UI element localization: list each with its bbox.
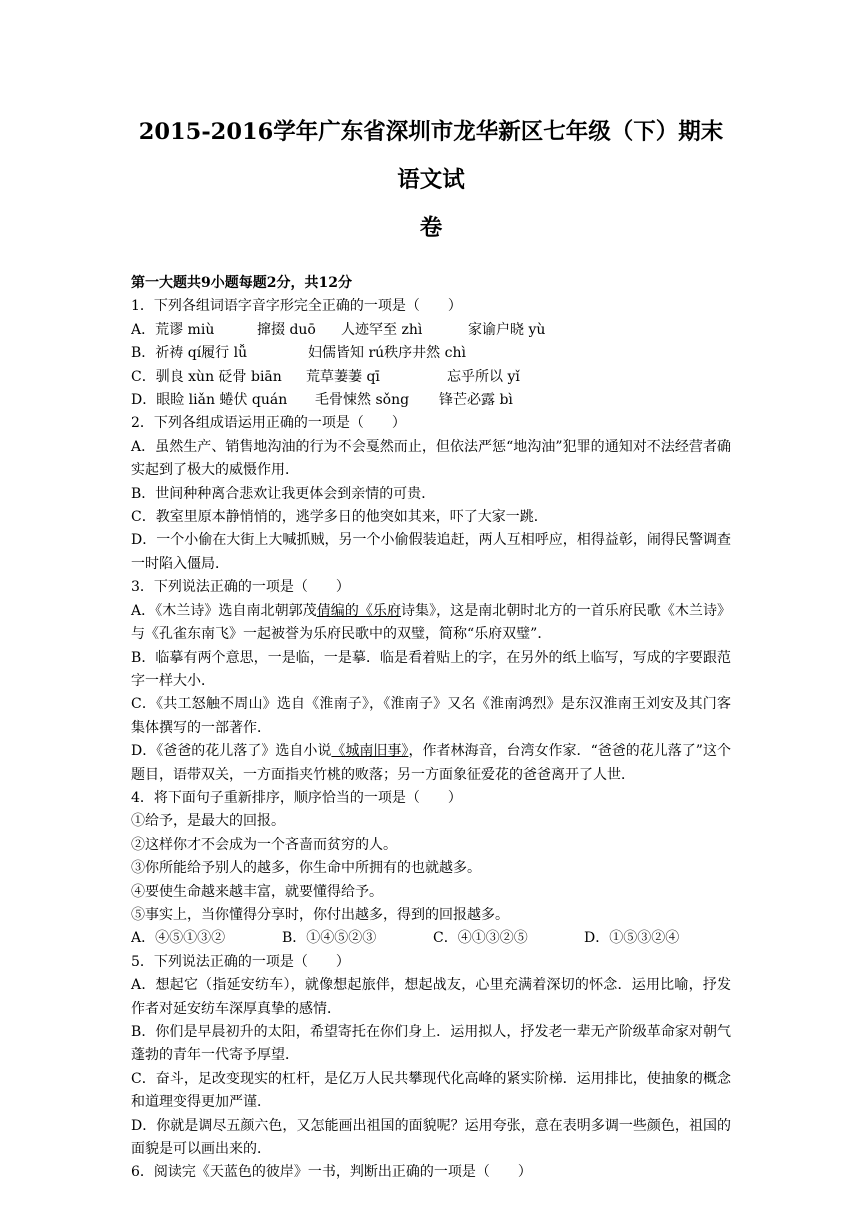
- question-1-stem: 1．下列各组词语字音字形完全正确的一项是（ ）: [131, 298, 462, 315]
- q1-a-part-1: A．荒谬 miù: [131, 321, 215, 338]
- question-1-option-d: [131, 389, 731, 412]
- question-4-sentence-4: ④要使生命越来越丰富，就要懂得给予。: [131, 883, 383, 900]
- q3-d-text-2: ，作者林海音，台湾女作家．“爸爸的花儿落了”这个题目，语带双关，一方面指夹竹桃的败落；另一方面象征爱花的爸爸离开了人世．: [131, 743, 731, 783]
- question-3-option-a: [131, 600, 731, 647]
- question-5-option-d: D．你就是调尽五颜六色，又怎能画出祖国的面貌呢？运用夸张，意在表明多调一些颜色，祖国的面貌是可以画出来的．: [131, 1117, 731, 1158]
- question-4-sentence-2: ②这样你才不会成为一个吝啬而贫穷的人。: [131, 836, 397, 853]
- exam-page: [131, 108, 731, 1185]
- q3-d-text-1: D．《爸爸的花儿落了》选自小说: [131, 743, 332, 760]
- question-1-option-a: [131, 319, 731, 342]
- question-2-option-d: D．一个小偷在大街上大喊抓贼，另一个小偷假装追赶，两人互相呼应，相得益彰，闹得民警调查一时陷入僵局．: [131, 532, 731, 572]
- q3-d-underlined: 《城南旧事》: [331, 743, 409, 760]
- question-6: [131, 1161, 731, 1184]
- q1-a-part-3: 人迹罕至 zhì: [341, 321, 423, 338]
- q1-b-part-1: B．祈祷 qí履行 lǚ: [131, 345, 248, 362]
- q4-option-c: C．④①③②⑤: [433, 930, 528, 947]
- q1-c-part-2: 荒草萋萋 qī: [306, 368, 380, 385]
- question-1-option-b: [131, 342, 731, 365]
- q3-a-text-2: 诗集》，这是南北朝时北方的一首乐府民歌《木兰诗》与《孔雀东南飞》一起被誉为乐府民歌中的双璧，简称“乐府双璧”．: [131, 602, 732, 643]
- question-5-option-b: B．你们是早晨初升的太阳，希望寄托在你们身上．运用拟人，抒发老一辈无产阶级革命家对朝气蓬勃的青年一代寄予厚望．: [131, 1024, 731, 1064]
- q1-d-part-3: 锋芒必露 bì: [439, 392, 513, 409]
- question-4-stem: 4．将下面句子重新排序，顺序恰当的一项是（ ）: [131, 789, 462, 806]
- title-line-1: 2015-2016学年广东省深圳市龙华新区七年级（下）期末语文试: [138, 119, 724, 193]
- question-4-sentence-5: ⑤事实上，当你懂得分享时，你付出越多，得到的回报越多。: [131, 906, 509, 923]
- question-3-option-b: B．临摹有两个意思，一是临，一是摹．临是看着贴上的字，在另外的纸上临写，写成的字要跟范字一样大小．: [131, 649, 731, 689]
- q4-option-a: A．④⑤①③②: [131, 930, 226, 947]
- q1-d-part-1: D．眼睑 liǎn 蜷伏 quán: [131, 392, 288, 409]
- q1-d-part-2: 毛骨悚然 sǒng: [315, 392, 410, 409]
- question-2-stem: 2．下列各组成语运用正确的一项是（ ）: [131, 415, 406, 432]
- q1-c-part-1: C．驯良 xùn 砭骨 biān: [131, 368, 282, 385]
- question-5: [131, 951, 731, 1162]
- question-1-option-c: [131, 366, 731, 389]
- question-2-option-c: C．教室里原本静悄悄的，逃学多日的他突如其来，吓了大家一跳．: [131, 509, 548, 526]
- q3-a-underlined: 倩编的《乐府: [316, 602, 401, 619]
- q3-a-text-1: A．《木兰诗》选自南北朝郭茂: [131, 602, 317, 619]
- question-5-option-a: A．想起它（指延安纺车），就像想起旅伴，想起战友，心里充满着深切的怀念．运用比喻，抒发作者对延安纺车深厚真挚的感情．: [131, 977, 731, 1017]
- q1-c-part-3: 忘乎所以 yǐ: [447, 368, 520, 385]
- question-6-stem: 6．阅读完《天蓝色的彼岸》一书，判断出正确的一项是（ ）: [131, 1164, 532, 1181]
- question-2: [131, 412, 731, 576]
- question-1: [131, 295, 731, 412]
- page-title: [131, 108, 731, 252]
- question-5-stem: 5．下列说法正确的一项是（ ）: [131, 953, 350, 970]
- title-line-2: 卷: [419, 215, 443, 241]
- question-4: [131, 787, 731, 951]
- question-4-sentence-1: ①给予，是最大的回报。: [131, 813, 285, 830]
- question-2-option-b: B．世间种种离合悲欢让我更体会到亲情的可贵．: [131, 485, 436, 502]
- section-heading: 第一大题共9小题每题2分，共12分: [131, 275, 352, 291]
- question-3-stem: 3．下列说法正确的一项是（ ）: [131, 579, 350, 596]
- q1-b-part-2: 妇儒皆知 rú秩序井然 chì: [308, 345, 466, 362]
- q1-a-part-4: 家谕户晓 yù: [468, 321, 546, 338]
- q1-a-part-2: 撺掇 duō: [257, 321, 316, 338]
- question-5-option-c: C．奋斗，足改变现实的杠杆，是亿万人民共攀现代化高峰的紧实阶梯．运用排比，使抽象的概念和道理变得更加严谨．: [131, 1070, 731, 1111]
- question-4-sentence-3: ③你所能给予别人的越多，你生命中所拥有的也就越多。: [131, 860, 481, 877]
- q4-option-d: D．①⑤③②④: [584, 930, 680, 947]
- question-2-option-a: A．虽然生产、销售地沟油的行为不会戛然而止，但依法严惩“地沟油”犯罪的通知对不法经营者确实起到了极大的威慑作用．: [131, 438, 731, 479]
- question-3-option-c: C．《共工怒触不周山》选自《淮南子》，《淮南子》又名《淮南鸿烈》是东汉淮南王刘安及其门客集体撰写的一部著作．: [131, 696, 731, 736]
- question-3-option-d: [131, 740, 731, 787]
- question-4-options: [131, 927, 731, 950]
- q4-option-b: B．①④⑤②③: [282, 930, 377, 947]
- question-3: [131, 576, 731, 787]
